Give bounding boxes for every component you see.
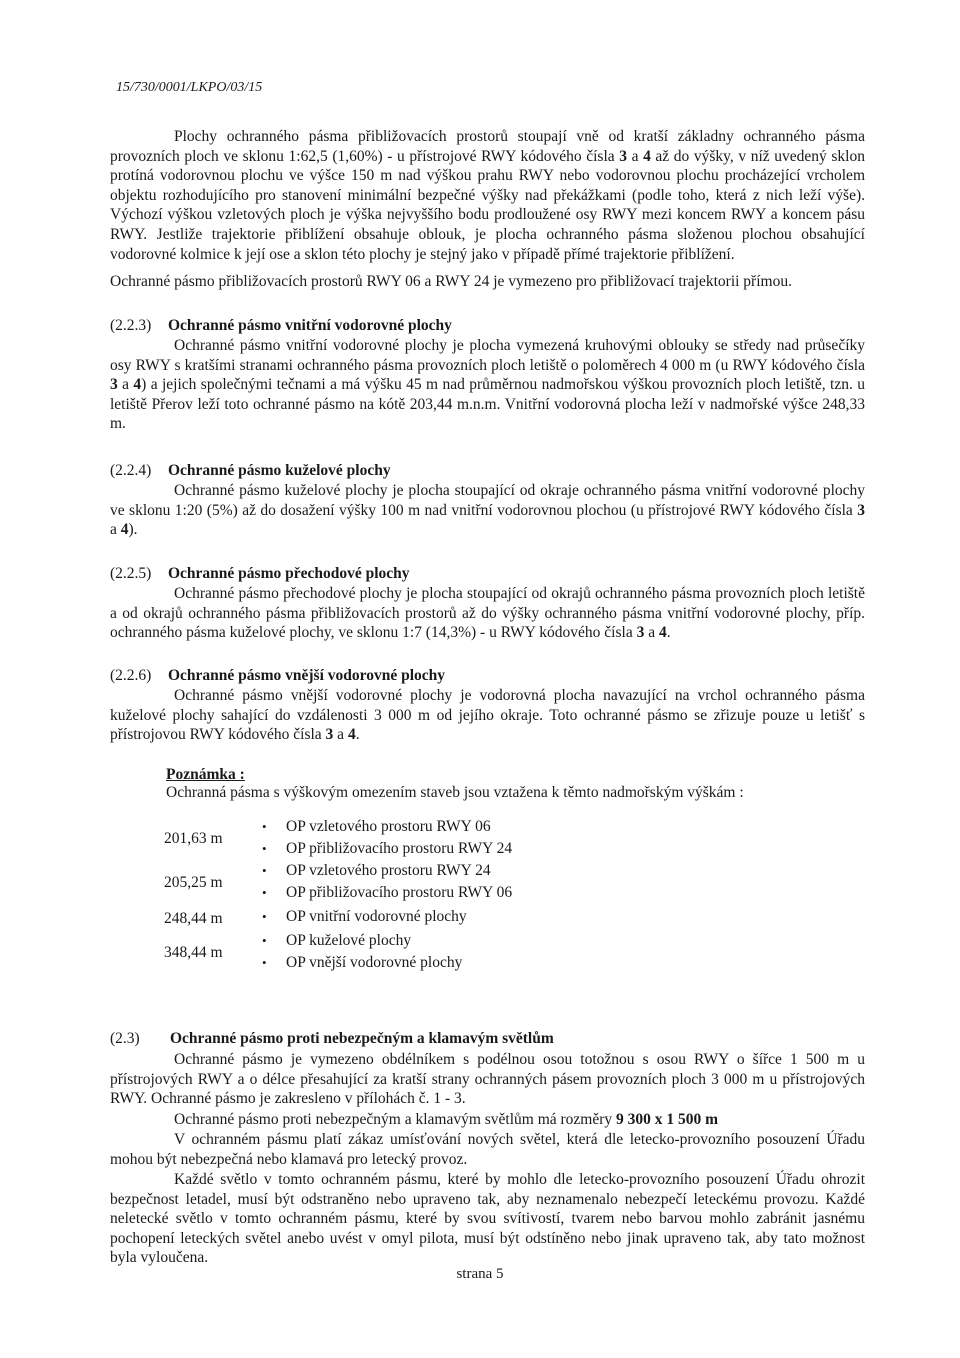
code-number: 4 [658, 624, 667, 642]
bullet-item: • OP vnější vodorovné plochy [262, 954, 462, 972]
conjunction: a [644, 624, 659, 642]
section-heading-2-2-3 [110, 317, 452, 335]
section-text-2-3-p4 [110, 1170, 865, 1268]
altitude-value: 348,44 m [164, 944, 223, 961]
bullet-item: • OP vzletového prostoru RWY 24 [262, 862, 491, 880]
bullet-item: • OP vnitřní vodorovné plochy [262, 908, 467, 926]
text-run: Ochranné pásmo je vymezeno obdélníkem s podélnou osou totožnou s osou RWY o šířce 1 500 m u přístrojových RWY a o délce přesahující za kratší strany ochranných pásem provozních ploch 3 000 m u přístrojových RWY. Ochranné pásmo je zakresleno v přílohách č. 1 - 3. [110, 1051, 865, 1108]
bullet-item: • OP přibližovacího prostoru RWY 24 [262, 840, 512, 858]
intro-text-a: Plochy ochranného pásma přibližovacích prostorů stoupají vně od kratší základny ochranného pásma provozních ploch ve sklonu 1:62,5 (1,60%) - u přístrojové RWY kódového čísla [110, 128, 865, 165]
text-run: V ochranném pásmu platí zákaz umísťování nových světel, která dle letecko-provozního posouzení Úřadu mohou být nebezpečná nebo klamavá pro letecký provoz. [110, 1131, 865, 1168]
section-number: (2.2.5) [110, 565, 152, 582]
text-run: . [666, 624, 671, 642]
altitude-value: 248,44 m [164, 910, 223, 927]
code-number: 3 [110, 376, 118, 394]
section-text-2-3-p3 [110, 1130, 865, 1169]
section-title: Ochranné pásmo kuželové plochy [168, 462, 391, 479]
section-number: (2.3) [110, 1030, 140, 1047]
altitude-value: 201,63 m [164, 830, 223, 847]
section-number: (2.2.3) [110, 317, 152, 334]
section-title: Ochranné pásmo vnitřní vodorovné plochy [168, 317, 452, 334]
text-run: . [355, 726, 360, 744]
code-number: 3 [636, 624, 645, 642]
code-number: 3 [619, 147, 627, 165]
section-text-2-2-3 [110, 336, 865, 434]
section-heading-2-2-5 [110, 565, 410, 583]
code-number: 4 [120, 521, 129, 539]
intro-text-e: až do výšky, v níž uvedený sklon protíná vodorovnou plochu ve výšce 150 m nad výškou prahu RWY nebo vodorovnou plochu procházející vrcholem objektu rozhodujícího pro stanovení minimální bezpečné výšky nad překážkami (podle toho, která z nich leží výše). Výchozí výškou vzletových ploch je výška nejvyššího bodu prodloužené osy RWY mezi koncem RWY a koncem pásu RWY. Jestliže trajektorie přiblížení obsahuje oblouk, je plocha ochranného pásma složenou plochou obsahující vodorovné kolmice k její ose a sklon této plochy je stejný jako v případě přímé trajektorie přiblížení. [110, 147, 865, 263]
document-id: 15/730/0001/LKPO/03/15 [116, 80, 263, 95]
section-number: (2.2.4) [110, 462, 152, 479]
bullet-item: • OP přibližovacího prostoru RWY 06 [262, 884, 512, 902]
code-number: 3 [325, 726, 334, 744]
text-run: Ochranné pásmo přechodové plochy je plocha stoupající od okrajů ochranného pásma provozních ploch letiště a od okrajů ochranného pásma přibližovacích prostorů až do výšky ochranného pásma vnitřní vodorovné plochy, příp. ochranného pásma kuželové plochy, ve sklonu 1:7 (14,3%) - u RWY kódového čísla [110, 585, 865, 642]
text-run: ) a jejich společnými tečnami a má výšku 45 m nad průměrnou nadmořskou výškou provozních ploch letiště, tzn. u letiště Přerov leží toto ochranné pásmo na kótě 203,44 m.n.m. Vnitřní vodorovná plocha leží v nadmořské výšce 248,33 m. [110, 376, 865, 433]
intro-paragraph [110, 127, 865, 264]
section-title: Ochranné pásmo proti nebezpečným a klamavým světlům [170, 1030, 554, 1047]
page-number: strana 5 [456, 1266, 504, 1282]
note-title: Poznámka : [166, 766, 245, 783]
section-heading-2-2-6 [110, 667, 445, 685]
conjunction: a [117, 376, 134, 394]
text-run: Každé světlo v tomto ochranném pásmu, které by mohlo dle letecko-provozního posouzení Úřadu ohrozit bezpečnost letadel, musí být odstraněno nebo upraveno tak, aby neznamenalo nebezpečí leteckému provozu. Každé neletecké světlo v tomto ochranném pásmu, které by svou svítivostí, tvarem nebo barvou mohlo zabránit jasnému pochopení leteckých světel anebo uvést v omyl pilota, musí být odstíněno nebo jinak upraveno tak, aby tato možnost byla vyloučena. [110, 1171, 865, 1267]
intro-paragraph-2 [110, 272, 865, 292]
dimension-value: 9 300 x 1 500 m [616, 1111, 719, 1128]
conjunction: a [333, 726, 348, 744]
section-text-2-2-5 [110, 584, 865, 643]
section-text-2-2-4 [110, 481, 865, 540]
section-text-2-3-p2 [110, 1110, 865, 1130]
code-number: 3 [857, 501, 865, 519]
altitude-value: 205,25 m [164, 874, 223, 891]
code-number: 4 [133, 376, 142, 394]
section-heading-2-3 [110, 1030, 554, 1048]
text-run: ). [128, 521, 138, 539]
text-run: Ochranné pásmo vnitřní vodorovné plochy je plocha vymezená kruhovými oblouky se středy nad průsečíky osy RWY s kratšími stranami ochranného pásma provozních ploch letiště o poloměrech 4 000 m (u RWY kódového čísla [110, 337, 865, 374]
section-title: Ochranné pásmo přechodové plochy [168, 565, 410, 582]
note-text: Ochranná pásma s výškovým omezením staveb jsou vztažena k těmto nadmořským výškám : [166, 784, 744, 801]
bullet-item: • OP vzletového prostoru RWY 06 [262, 818, 491, 836]
section-number: (2.2.6) [110, 667, 152, 684]
section-heading-2-2-4 [110, 462, 391, 480]
intro-text-2: Ochranné pásmo přibližovacích prostorů RWY 06 a RWY 24 je vymezeno pro přibližovací trajektorii přímou. [110, 273, 792, 290]
bullet-item: • OP kuželové plochy [262, 932, 411, 950]
section-text-2-2-6 [110, 686, 865, 745]
text-run: Ochranné pásmo kuželové plochy je plocha stoupající od okraje ochranného pásma vnitřní vodorovné plochy ve sklonu 1:20 (5%) až do dosažení výšky 100 m nad vnitřní vodorovnou plochou (u přístrojové RWY kódového čísla [110, 482, 865, 519]
code-number: 4 [347, 726, 356, 744]
section-title: Ochranné pásmo vnější vodorovné plochy [168, 667, 446, 684]
conjunction: a [110, 521, 121, 539]
section-text-2-3-p1 [110, 1050, 865, 1109]
text-run: Ochranné pásmo proti nebezpečným a klamavým světlům má rozměry [174, 1111, 617, 1128]
conjunction: a [626, 147, 644, 165]
text-run: Ochranné pásmo vnější vodorovné plochy je vodorovná plocha navazující na vrchol ochranného pásma kuželové plochy sahající do vzdálenosti 3 000 m od jejího okraje. Toto ochranné pásmo se zřizuje pouze u letišť s přístrojovou RWY kódového čísla [110, 687, 865, 744]
code-number: 4 [643, 147, 651, 165]
